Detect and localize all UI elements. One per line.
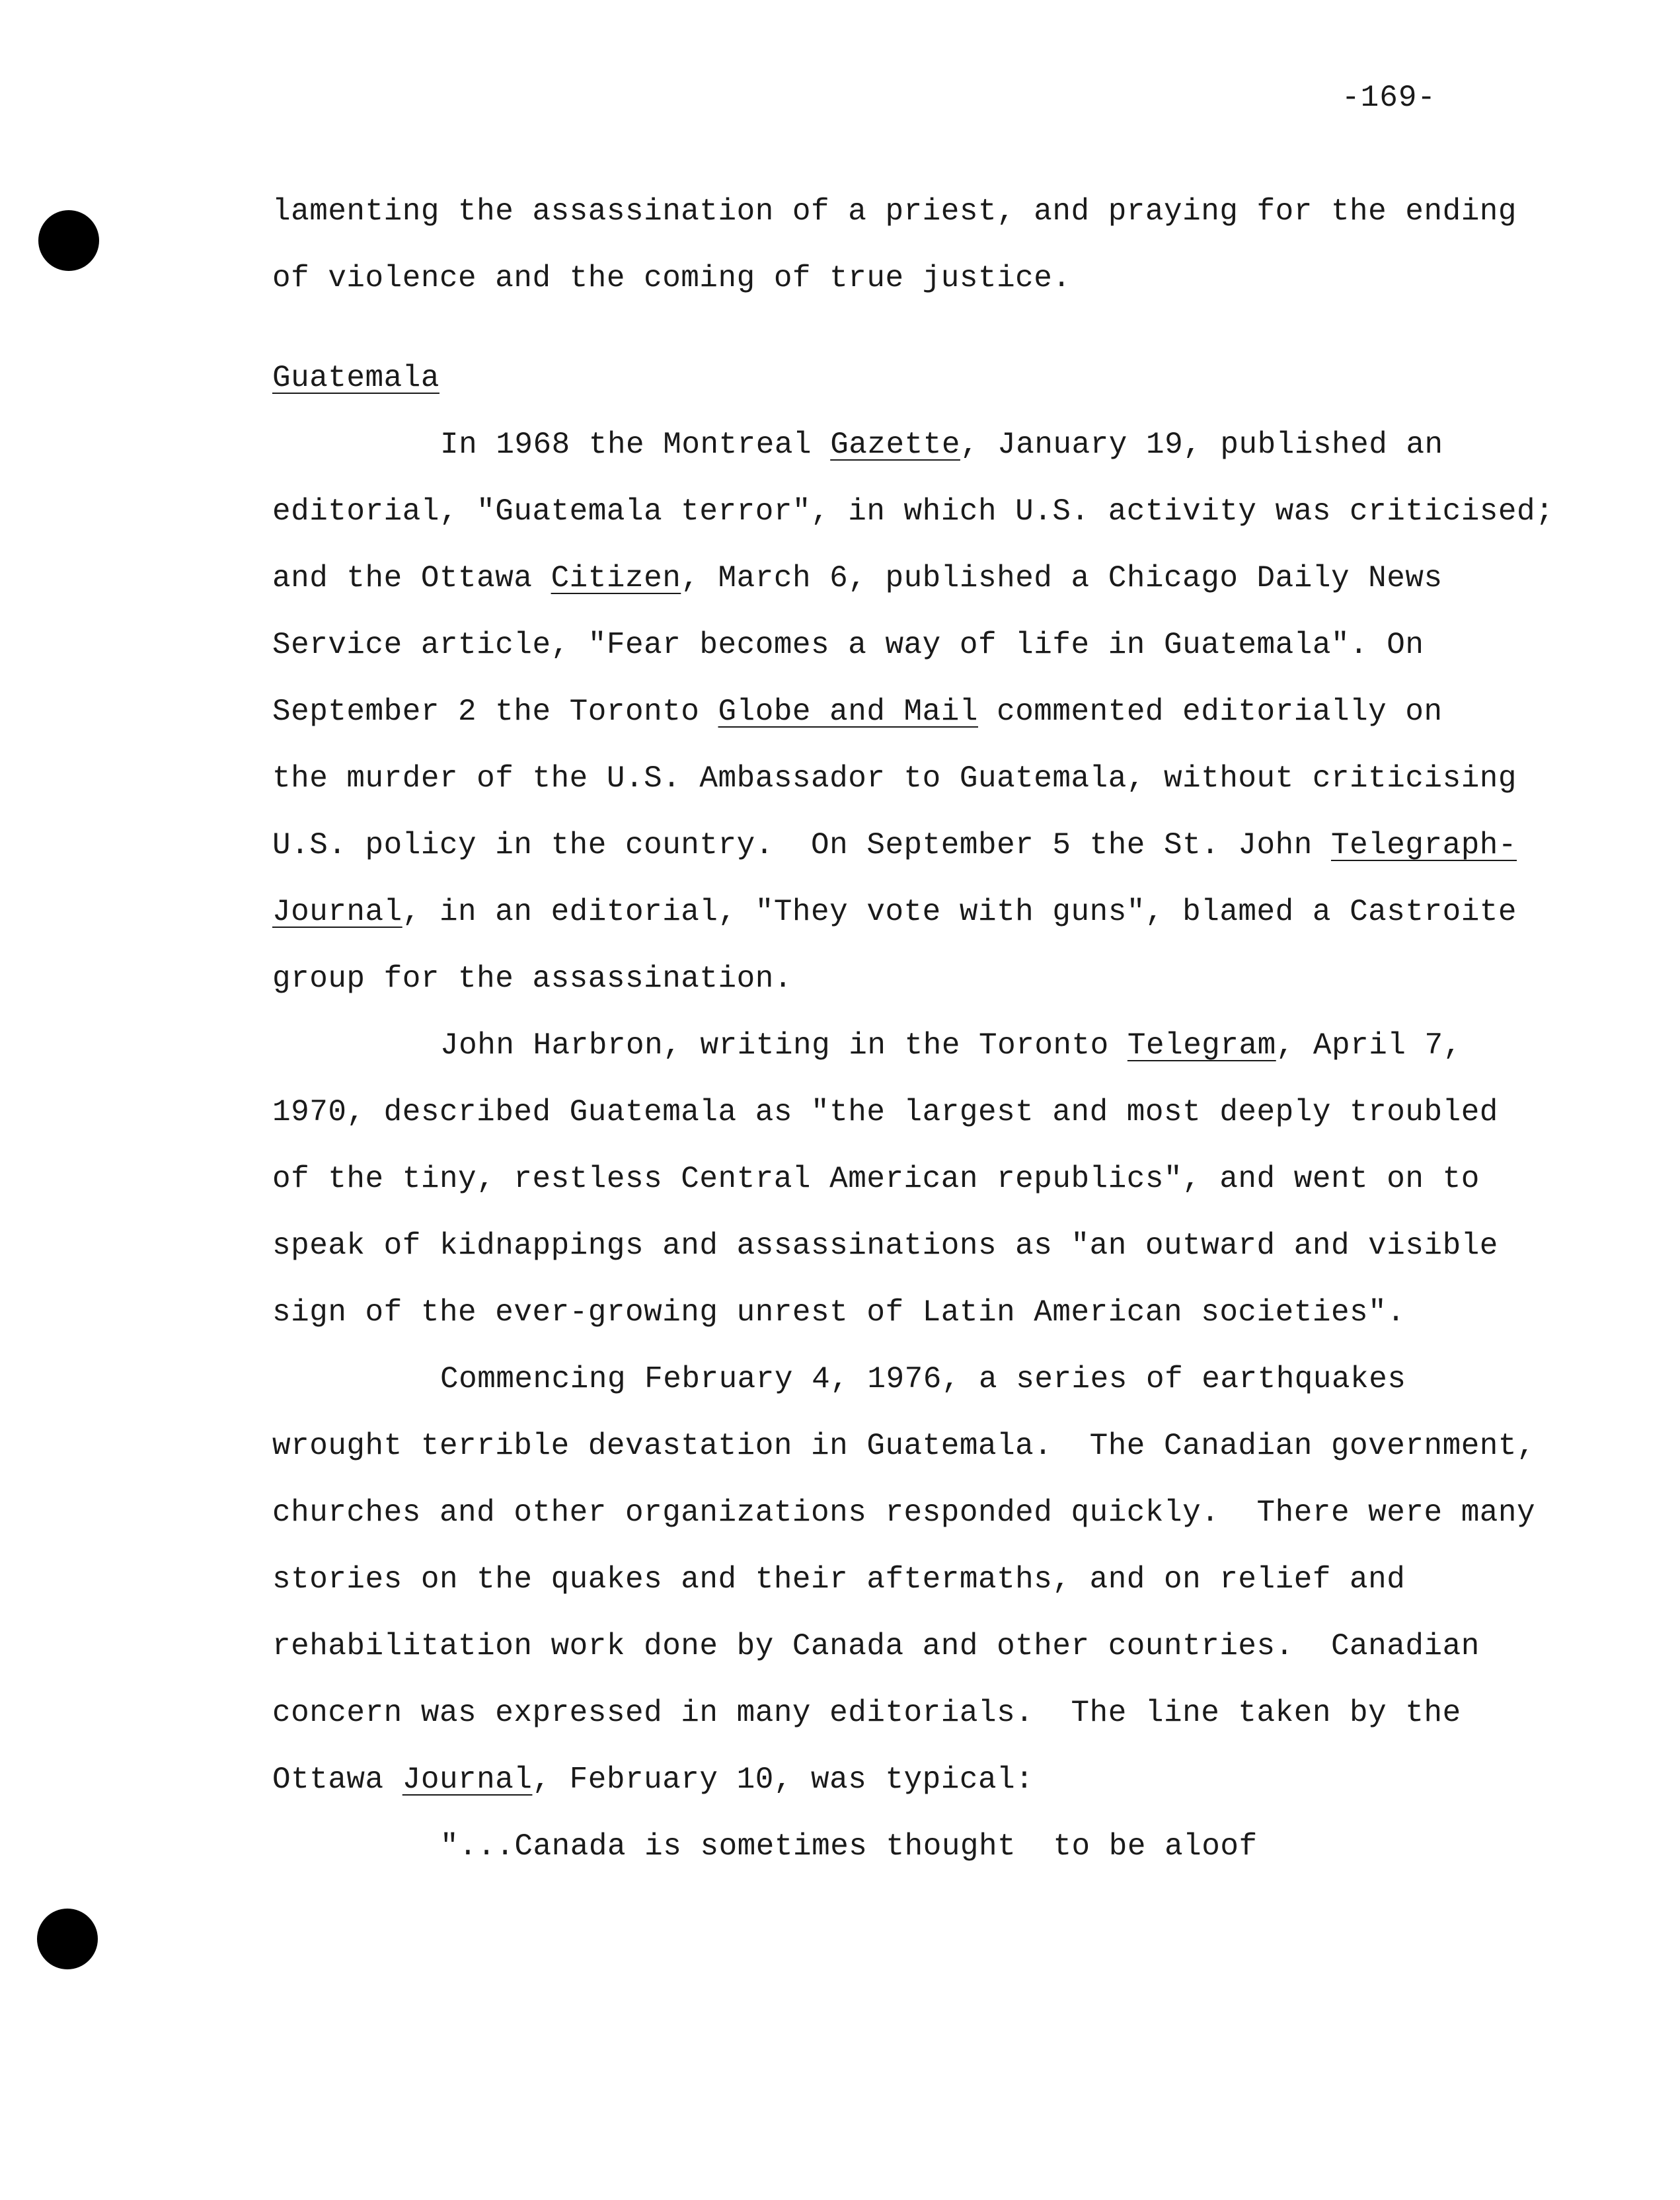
text-line: lamenting the assassination of a priest, and praying for the ending bbox=[272, 194, 1517, 229]
text-line: editorial, "Guatemala terror", in which U.S. activity was criticised; bbox=[272, 494, 1554, 529]
punch-hole-top bbox=[38, 210, 99, 271]
paragraph-guatemala-press bbox=[272, 412, 1554, 1012]
text-line: rehabilitation work done by Canada and other countries. Canadian bbox=[272, 1629, 1480, 1663]
text-span: In 1968 the Montreal bbox=[440, 428, 831, 462]
text-span: Ottawa bbox=[272, 1763, 402, 1797]
text-line bbox=[272, 812, 1517, 879]
text-line: group for the assassination. bbox=[272, 962, 792, 996]
text-line bbox=[272, 1012, 1462, 1079]
section-heading bbox=[272, 345, 1435, 412]
text-line: stories on the quakes and their aftermaths, and on relief and bbox=[272, 1562, 1406, 1597]
paragraph-earthquakes bbox=[272, 1346, 1536, 1813]
publication-name: Journal bbox=[402, 1763, 533, 1797]
text-line: Service article, "Fear becomes a way of life in Guatemala". On bbox=[272, 628, 1424, 662]
publication-name: Citizen bbox=[551, 561, 681, 595]
quote-line: "...Canada is sometimes thought to be aloof bbox=[440, 1829, 1258, 1864]
text-line: wrought terrible devastation in Guatemala. The Canadian government, bbox=[272, 1429, 1536, 1463]
paragraph-continuation bbox=[272, 178, 1517, 312]
text-line: of the tiny, restless Central American republics", and went on to bbox=[272, 1162, 1480, 1196]
text-span: commented editorially on bbox=[977, 695, 1443, 729]
text-line bbox=[272, 879, 1517, 946]
text-line: sign of the ever-growing unrest of Latin American societies". bbox=[272, 1295, 1406, 1330]
text-line: concern was expressed in many editorials. The line taken by the bbox=[272, 1696, 1461, 1730]
section-heading-text: Guatemala bbox=[272, 361, 439, 395]
text-line bbox=[272, 1747, 1435, 1813]
text-span: September 2 the Toronto bbox=[272, 695, 718, 729]
text-line: 1970, described Guatemala as "the largest and most deeply troubled bbox=[272, 1095, 1498, 1129]
publication-name: Telegram bbox=[1127, 1028, 1276, 1063]
body-text bbox=[272, 178, 1554, 1880]
text-line: speak of kidnappings and assassinations as "an outward and visible bbox=[272, 1229, 1498, 1263]
page-number: -169- bbox=[1342, 81, 1437, 115]
text-line: the murder of the U.S. Ambassador to Guatemala, without criticising bbox=[272, 761, 1517, 796]
text-span: John Harbron, writing in the Toronto bbox=[440, 1028, 1127, 1063]
text-span: , March 6, published a Chicago Daily News bbox=[681, 561, 1443, 595]
paragraph-gap bbox=[272, 312, 1435, 345]
paragraph-harbron bbox=[272, 1012, 1498, 1346]
text-line: of violence and the coming of true justice. bbox=[272, 261, 1071, 295]
text-span: , February 10, was typical: bbox=[532, 1763, 1034, 1797]
publication-name: Telegraph- bbox=[1330, 828, 1517, 862]
text-line bbox=[272, 412, 1443, 478]
text-span: , April 7, bbox=[1276, 1028, 1462, 1063]
text-line: churches and other organizations responded quickly. There were many bbox=[272, 1496, 1536, 1530]
publication-name: Globe and Mail bbox=[718, 695, 978, 729]
text-span: and the Ottawa bbox=[272, 561, 551, 595]
text-span: , in an editorial, "They vote with guns", blamed a Castroite bbox=[402, 895, 1517, 929]
publication-name: Gazette bbox=[830, 428, 960, 462]
text-line: Commencing February 4, 1976, a series of earthquakes bbox=[440, 1362, 1406, 1396]
publication-name: Journal bbox=[272, 895, 402, 929]
text-line bbox=[272, 679, 1443, 745]
text-span: , January 19, published an bbox=[960, 428, 1443, 462]
text-span: U.S. policy in the country. On September 5 the St. John bbox=[272, 828, 1331, 862]
block-quote bbox=[272, 1813, 1435, 1880]
text-line bbox=[272, 545, 1443, 612]
punch-hole-bottom bbox=[37, 1909, 98, 1969]
